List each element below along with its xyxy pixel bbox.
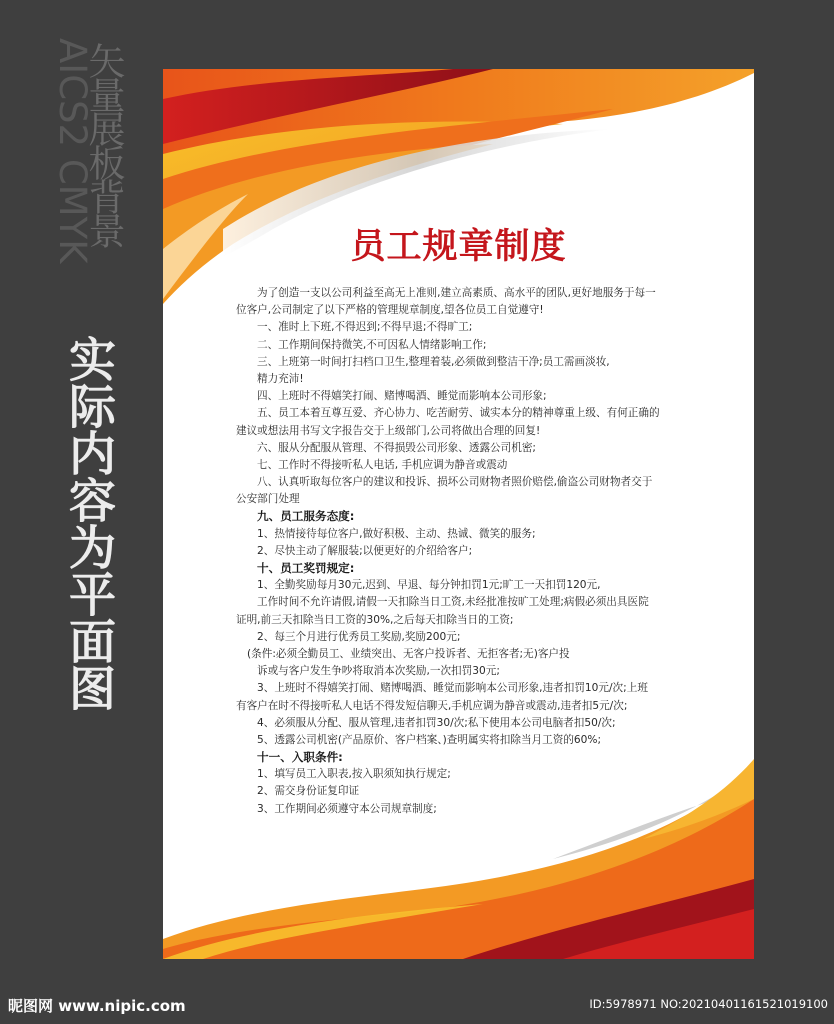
regulation-line: 一、准时上下班,不得迟到;不得早退;不得旷工; xyxy=(257,321,473,334)
document-title: 员工规章制度 xyxy=(350,227,567,267)
regulation-line: 八、认真听取每位客户的建议和投诉、损坏公司财物者照价赔偿,偷盗公司财物者交于 xyxy=(257,476,653,489)
regulation-line: 1、填写员工入职表,按入职须知执行规定; xyxy=(257,768,451,781)
section-heading: 十、员工奖罚规定: xyxy=(257,561,355,575)
regulation-line: 五、员工本着互尊互爱、齐心协力、吃苦耐劳、诚实本分的精神尊重上级、有何正确的 xyxy=(257,407,660,420)
regulation-line: 建议或想法用书写文字报告交于上级部门,公司将做出合理的回复! xyxy=(236,424,541,437)
regulation-line: 二、工作期间保持微笑,不可因私人情绪影响工作; xyxy=(257,338,487,351)
section-heading: 十一、入职条件: xyxy=(257,750,343,765)
regulation-line: 1、热情接待每位客户,做好积极、主动、热诚、微笑的服务; xyxy=(257,527,536,540)
regulation-text xyxy=(236,285,706,818)
regulation-line: 精力充沛! xyxy=(257,372,304,385)
regulation-line: 公安部门处理 xyxy=(236,493,300,506)
regulation-line: 四、上班时不得嬉笑打闹、赌博喝酒、睡觉而影响本公司形象; xyxy=(257,390,547,403)
regulation-line: 六、服从分配服从管理、不得损毁公司形象、透露公司机密; xyxy=(257,441,537,454)
regulation-line: 七、工作时不得接听私人电话, 手机应调为静音或震动 xyxy=(257,458,508,471)
watermark-vector-text: 矢量展板背景 xyxy=(82,42,125,246)
section-heading: 九、员工服务态度: xyxy=(257,509,355,524)
note-actual-content-text: 实际内容为平面图 xyxy=(61,335,116,711)
regulation-line: 工作时间不允许请假,请假一天扣除当日工资,未经批准按旷工处理;病假必须出具医院 xyxy=(257,596,649,609)
regulation-line: 2、需交身份证复印证 xyxy=(257,785,360,798)
watermark-format-text: AICS2 CMYK xyxy=(51,38,94,264)
regulation-line: 2、每三个月进行优秀员工奖励,奖励200元; xyxy=(257,630,461,643)
regulation-line: 3、工作期间必须遵守本公司规章制度; xyxy=(257,802,437,815)
site-url: www.nipic.com xyxy=(58,997,186,1015)
regulation-line: 证明,前三天扣除当日工资的30%,之后每天扣除当日的工资; xyxy=(236,613,514,626)
regulation-line: (条件:必须全勤员工、业绩突出、无客户投诉者、无拒客者;无)客户投 xyxy=(247,647,570,660)
site-logo xyxy=(8,995,186,1016)
image-id-text: ID:5978971 NO:20210401161521019100 xyxy=(589,997,828,1011)
regulation-line: 三、上班第一时间打扫档口卫生,整理着装,必须做到整洁干净;员工需画淡妆, xyxy=(257,355,610,368)
poster-board xyxy=(163,69,754,959)
regulation-line: 诉或与客户发生争吵将取消本次奖励,一次扣罚30元; xyxy=(257,665,500,678)
regulation-line: 3、上班时不得嬉笑打闹、赌博喝酒、睡觉而影响本公司形象,违者扣罚10元/次;上班 xyxy=(257,682,648,695)
regulation-line: 有客户在时不得接听私人电话不得发短信聊天,手机应调为静音或震动,违者扣5元/次; xyxy=(236,699,628,712)
regulation-line: 1、全勤奖励每月30元,迟到、早退、每分钟扣罚1元;旷工一天扣罚120元, xyxy=(257,579,601,592)
regulation-line: 2、尽快主动了解服装;以便更好的介绍给客户; xyxy=(257,544,473,557)
regulation-line: 为了创造一支以公司利益至高无上准则,建立高素质、高水平的团队,更好地服务于每一 xyxy=(257,287,656,299)
regulation-line: 4、必须服从分配、服从管理,违者扣罚30/次;私下使用本公司电脑者扣50/次; xyxy=(257,716,616,729)
regulation-line: 5、透露公司机密(产品原价、客户档案、)查明属实将扣除当月工资的60%; xyxy=(257,733,602,746)
site-logo-name: 昵图网 xyxy=(8,997,54,1015)
regulation-line: 位客户,公司制定了以下严格的管理规章制度,望各位员工自觉遵守! xyxy=(236,304,544,317)
